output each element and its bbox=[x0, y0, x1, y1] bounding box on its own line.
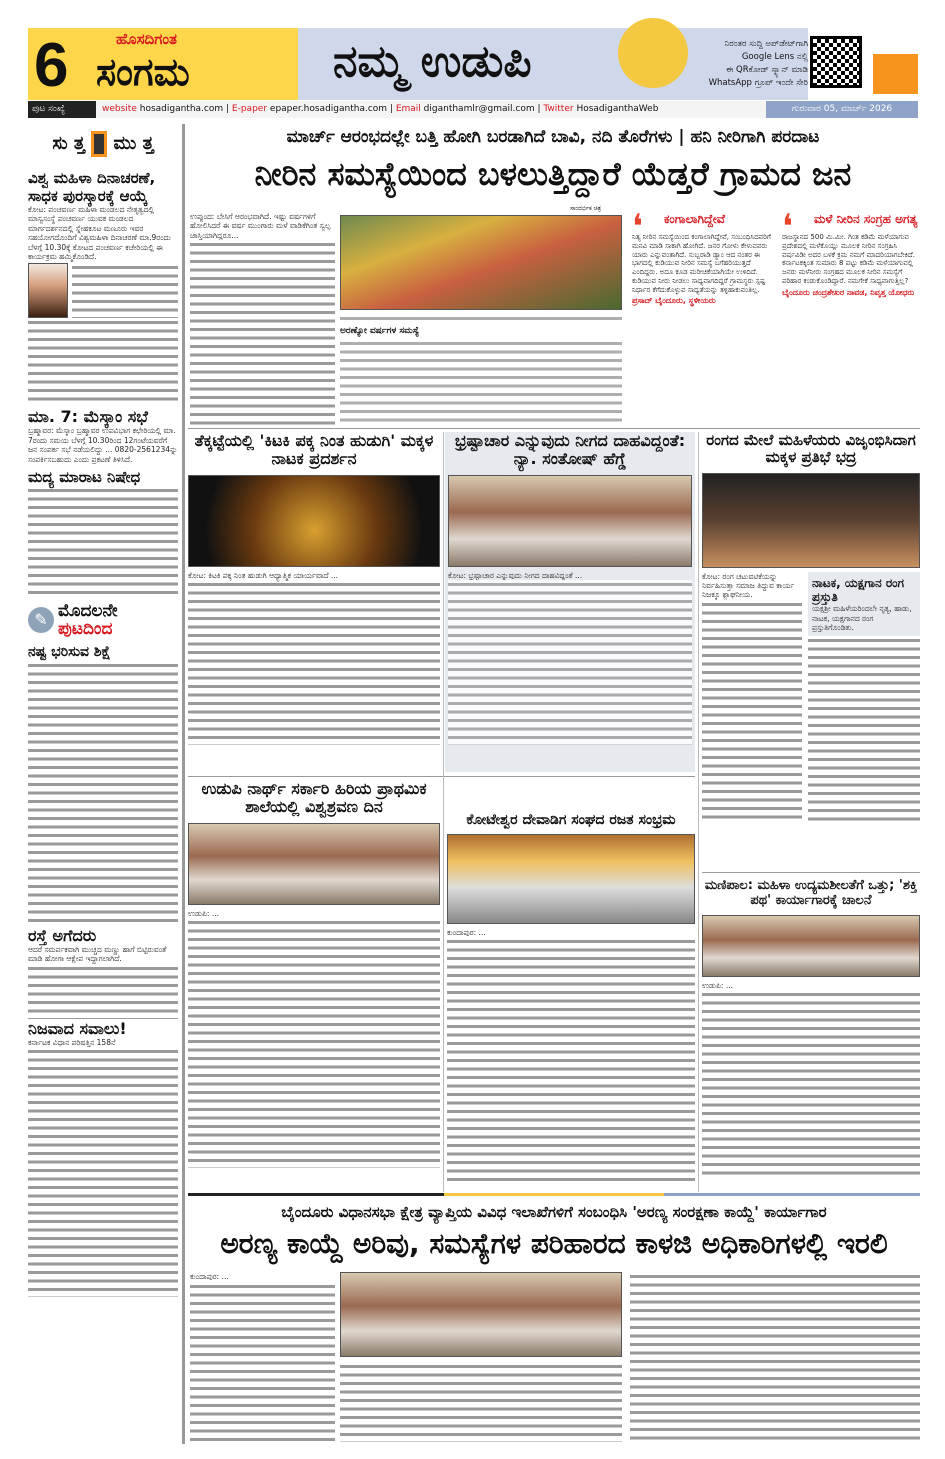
masthead bbox=[28, 28, 918, 100]
story-lead: ಕುಂದಾಪುರ: ... bbox=[190, 1272, 229, 1281]
story-lead: ಕೋಟ: ಭ್ರಷ್ಟಾಚಾರ ಎನ್ನುವುದು ನೀಗದ ದಾಹವಿದ್ದಂತೆ ... bbox=[448, 570, 583, 580]
portrait-photo bbox=[28, 263, 68, 318]
story-title: ರಸ್ತೆ ಅಗೆದರು bbox=[28, 925, 97, 945]
story-photo bbox=[188, 475, 440, 567]
email-link[interactable]: diganthamlr@gmail.com bbox=[423, 104, 535, 114]
story-photo bbox=[448, 475, 692, 567]
story-lead: ಕೋಟ: ಪಂಚವರ್ಣ ಮಹಿಳಾ ಮಂಡಲದ ನೇತೃತ್ವದಲ್ಲಿ ಮಾಸ್ವಸಂಸ್ಥೆ ಪಂಚವರ್ಣ ಯುವಕ ಮಂಡಲದ ಮಾರ್ಗದರ್ಶನದಲ್ಲಿ ಸ್ನೇಹಕೂಟ ಮಣೂರು ಇವರ ಸಹಯೋಗದೊಂದಿಗೆ ವಿಶ್ವಮಹಿಳಾ ದಿನಾಚರಣೆ ಮಾ.9ರಂದು ಬೆಳಗ್ಗೆ 10.30ಕ್ಕೆ ಕೋಟದ ಪಂಚವರ್ಣ ಕಚೇರಿಯಲ್ಲಿ ಈ ಕಾರ್ಯಕ್ರಮ ಹಮ್ಮಿಕೊಂಡಿದೆ. bbox=[28, 205, 171, 261]
story-udupi-school bbox=[188, 780, 440, 1190]
body-text bbox=[28, 1047, 178, 1297]
lead-text: ಉಪ್ಪುಂದ: ಬೇಸಿಗೆ ಆರಂಭವಾಗಿದೆ. ಇಷ್ಟು ವರ್ಷಗಳಿಗೆ ಹೋಲಿಸಿದರೆ ಈ ವರ್ಷ ಮುಂಗಾರು ಮಳೆ ವಾಡಿಕೆಗಿಂತ ಸ್ವಲ್ಪ ಜಾಸ್ತಿಯಾಗಿದ್ದರೂ... bbox=[190, 212, 331, 240]
story-lead: ಆದರೆ ಸಮರ್ಪಕವಾಗಿ ಮುಚ್ಚದ ಮಣ್ಣು ಹಾಗೆ ಬಿಟ್ಟಿರುವಂತೆ ಮಾಡಿ ಹೋಗಾ ಆಕ್ಷೇಪ ಇದ್ದಾಗಲಾಗಿದೆ. bbox=[28, 944, 167, 964]
body-text bbox=[340, 339, 622, 424]
story-lead: ಕರ್ನಾಟಕ ವಿಧಾನ ಪರಿಷತ್ತಿನ 158ನೆ bbox=[28, 1037, 116, 1047]
link-label: E-paper bbox=[231, 104, 268, 114]
body-text bbox=[702, 600, 802, 820]
body-text bbox=[808, 636, 920, 826]
box-text: ಯಕ್ಷಶ್ರೀ ಮಹಿಳೆಯರಿಂದಲೇ ನೃತ್ಯ, ಹಾಡು, ನಾಟಕ, ಯಕ್ಷಗಾನದ ರಂಗ ಪ್ರಸ್ತುತಿಗೊಂಡಿತು. bbox=[812, 604, 912, 633]
page-number: 6 bbox=[34, 31, 69, 100]
story-title: ವಿಶ್ವ ಮಹಿಳಾ ದಿನಾಚರಣೆ, ಸಾಧಕ ಪುರಸ್ಕಾರಕ್ಕೆ ಆಯ್ಕೆ bbox=[28, 169, 156, 205]
quote-title: ಕಂಗಾಲಾಗಿದ್ದೇವೆ bbox=[664, 212, 725, 226]
body-text bbox=[28, 661, 178, 926]
story-photo bbox=[447, 834, 695, 924]
story-title: ನಿಜವಾದ ಸವಾಲು! bbox=[28, 1018, 127, 1038]
story-hegde bbox=[445, 432, 695, 772]
photo-caption: ಸಾಂದರ್ಭಿಕ ಚಿತ್ರ bbox=[570, 205, 602, 212]
window-icon bbox=[91, 131, 107, 157]
pencil-icon: ✎ bbox=[28, 607, 54, 633]
story-lead: ಕೋಟ: ರಂಗ ಚಟುವಟಿಕೆಯನ್ನು ನಿರ್ವಹಿಸುತ್ತಾ ಸಮಾಜ ತಿದ್ದುವ ಕಾರ್ಯ ನಿಜಕ್ಕೂ ಶ್ಲಾಘನೀಯ. bbox=[702, 571, 795, 600]
subhead: ಅರಣ್ಯೋ ವರ್ಷಗಳ ಸಮಸ್ಯೆ bbox=[340, 325, 480, 337]
story-lead: ಉಡುಪಿ: ... bbox=[702, 980, 733, 990]
body-text bbox=[448, 580, 692, 745]
info-bar bbox=[28, 101, 918, 118]
website-link[interactable]: hosadigantha.com bbox=[139, 104, 224, 114]
quote-title: ಮಳೆ ನೀರಿನ ಸಂಗ್ರಹ ಅಗತ್ಯ bbox=[814, 212, 918, 226]
body-text bbox=[190, 1282, 335, 1442]
body-text bbox=[702, 990, 920, 1180]
body-text bbox=[28, 964, 178, 1019]
qr-caption bbox=[658, 38, 808, 90]
story-ranga bbox=[702, 432, 920, 867]
qr-line: WhatsApp ಗ್ರೂಪ್ ಇಂದೇ ಸೇರಿ bbox=[708, 78, 808, 88]
quote-text: ರಾಜಸ್ಥಾನದ 500 ಮಿ.ಮೀ. ಗಿಂತ ಕಡಿಮೆ ಮಳೆಯಾಗುವ ಪ್ರದೇಶದಲ್ಲಿ ಮಳೆಕೊಯ್ಲು ಮೂಲಕ ನೀರಿನ ಸಂಗ್ರಹಿಸಿ ವರ್ಷವಿಡೀ ಅದರ ಬಳಕೆ ಕ್ರಮ ನಮಗೆ ಮಾದರಿಯಾಗಬೇಕಿದೆ. ಕರ್ನಾಟಕಕ್ಕಿಂತ ಸುಮಾರು 8 ಪಟ್ಟು ಕಡಿಮೆ ಮಳೆಯಾಗುವಲ್ಲಿ ಜನರು ಮಳೆನೀರು ಸಂಗ್ರಹದ ಮೂಲಕ ನೀರಿನ ಸಮಸ್ಯೆಗೆ ಪರಿಹಾರ ಕಂಡುಕೊಂಡಿದ್ದಾರೆ. ನಮಗೇಕೆ ಸಾಧ್ಯವಾಗುತ್ತಿಲ್ಲ? bbox=[782, 233, 915, 285]
body-text bbox=[630, 1272, 920, 1442]
lead-photo bbox=[340, 215, 622, 310]
quote-box bbox=[632, 207, 774, 306]
story-title: ಮಾ. 7: ಮೆಸ್ಕಾಂ ಸಭೆ bbox=[28, 407, 148, 427]
body-text bbox=[188, 580, 440, 745]
quote-icon: ❛ bbox=[782, 207, 793, 247]
story-photo bbox=[702, 473, 920, 568]
qr-line: Google Lens ನಲ್ಲಿ bbox=[741, 52, 808, 62]
section-title-part: ಸು ತ್ತ bbox=[52, 133, 85, 154]
bottom-kicker: ಬೈಂದೂರು ವಿಧಾನಸಭಾ ಕ್ಷೇತ್ರ ವ್ಯಾಪ್ತಿಯ ವಿವಿಧ ಇಲಾಖೆಗಳಿಗೆ ಸಂಬಂಧಿಸಿ 'ಅರಣ್ಯ ಸಂರಕ್ಷಣಾ ಕಾಯ್ದೆ' ಕಾರ್ಯಾಗಾರ bbox=[281, 1203, 827, 1221]
twitter-link[interactable]: HosadiganthaWeb bbox=[576, 104, 659, 114]
quote-author: ಬೈಂದೂರು ಚಂದ್ರಶೇಖರ ನಾವಡ, ನಿವೃತ್ತ ಯೋಧರು bbox=[782, 287, 915, 297]
story-headline: ತೆಕ್ಕಟ್ಟೆಯಲ್ಲಿ 'ಕಿಟಕಿ ಪಕ್ಕ ನಿಂತ ಹುಡುಗಿ' ಮಕ್ಕಳ ನಾಟಕ ಪ್ರದರ್ಶನ bbox=[194, 431, 434, 469]
date: ಗುರುವಾರ 05, ಮಾರ್ಚ್ 2026 bbox=[766, 101, 918, 118]
story-manipal bbox=[702, 872, 920, 1190]
edition-title: ನಮ್ಮ ಉಡುಪಿ bbox=[333, 36, 532, 87]
section-title bbox=[28, 124, 178, 164]
lead-kicker: ಮಾರ್ಚ್ ಆರಂಭದಲ್ಲೇ ಬತ್ತಿ ಹೋಗಿ ಬರಡಾಗಿದೆ ಬಾವಿ, ನದಿ ತೊರೆಗಳು | ಹನಿ ನೀರಿಗಾಗಿ ಪರದಾಟ bbox=[286, 127, 820, 147]
story-headline: ಮಣಿಪಾಲ: ಮಹಿಳಾ ಉದ್ಯಮಶೀಲತೆಗೆ ಒತ್ತು; 'ಶಕ್ತಿ ಪಥ' ಕಾರ್ಯಾಗಾರಕ್ಕೆ ಚಾಲನೆ bbox=[704, 878, 918, 908]
quote-icon: ❛ bbox=[632, 207, 643, 247]
links: website hosadigantha.com | E-paper epaper.hosadigantha.com | Email diganthamlr@gmail.com | Twitter HosadiganthaWeb bbox=[102, 104, 659, 114]
link-label: Twitter bbox=[543, 104, 574, 114]
qr-line: ನಿರಂತರ ಸುದ್ದಿ ಅಪ್‌ಡೇಟ್‌ಗಾಗಿ bbox=[724, 39, 808, 49]
story-headline: ರಂಗದ ಮೇಲೆ ಮಹಿಳೆಯರು ವಿಜೃಂಭಿಸಿದಾಗ ಮಕ್ಕಳ ಪ್ರತಿಭೆ ಭದ್ರ bbox=[706, 431, 916, 467]
story-headline: ಕೋಟೇಶ್ವರ ದೇವಾಡಿಗ ಸಂಘದ ರಜತ ಸಂಭ್ರಮ bbox=[466, 812, 676, 828]
story-photo bbox=[702, 915, 920, 977]
brand-logo: ಹೊಸದಿಗಂತ bbox=[116, 30, 177, 48]
story-photo bbox=[188, 823, 440, 905]
body-text bbox=[190, 240, 335, 425]
continued-label: ಮೊದಲನೇ bbox=[58, 600, 118, 621]
left-column bbox=[28, 124, 178, 1444]
story-lead: ಕುಂದಾಪುರ: ... bbox=[447, 928, 486, 938]
section-name: ಸಂಗಮ bbox=[96, 50, 190, 94]
body-text bbox=[340, 314, 622, 323]
story-lead: ಕೋಟ: ಕಿಟಕಿ ಪಕ್ಕ ನಿಂತ ಹುಡುಗಿ ಆಧ್ಯಾತ್ಮಿಕ ಯಾರ್ಯವಾದೆ ... bbox=[188, 570, 339, 580]
story-headline: ಉಡುಪಿ ನಾರ್ಥ್ ಸರ್ಕಾರಿ ಹಿರಿಯ ಪ್ರಾಥಮಿಕ ಶಾಲೆಯಲ್ಲಿ ವಿಶ್ವಶ್ರವಣ ದಿನ bbox=[201, 779, 427, 817]
body-text bbox=[72, 263, 178, 318]
story-title: ನಷ್ಟ ಭರಿಸುವ ಶಿಕ್ಷೆ bbox=[28, 643, 111, 660]
quote-author: ಪ್ರಸಾದ್ ಬೈಂದೂರು, ಸ್ಥಳೀಯರು bbox=[632, 296, 716, 306]
box-title: ನಾಟಕ, ಯಕ್ಷಗಾನ ರಂಗ ಪ್ರಸ್ತುತಿ bbox=[812, 575, 904, 604]
epaper-link[interactable]: epaper.hosadigantha.com bbox=[269, 104, 388, 114]
accent-block bbox=[873, 54, 918, 94]
story-natak bbox=[188, 432, 440, 772]
bottom-headline: ಅರಣ್ಯ ಕಾಯ್ದೆ ಅರಿವು, ಸಮಸ್ಯೆಗಳ ಪರಿಹಾರದ ಕಾಳಜಿ ಅಧಿಕಾರಿಗಳಲ್ಲಿ ಇರಲಿ bbox=[220, 1227, 888, 1260]
link-label: website bbox=[102, 104, 137, 114]
quote-box bbox=[782, 207, 920, 298]
story-headline: ಭ್ರಷ್ಟಾಚಾರ ಎನ್ನುವುದು ನೀಗದ ದಾಹವಿದ್ದಂತೆ: ನ್ಯಾ. ಸಂತೋಷ್ ಹೆಗ್ಡೆ bbox=[454, 431, 686, 469]
body-text bbox=[188, 918, 440, 1168]
link-label: Email bbox=[395, 104, 421, 114]
body-text bbox=[28, 486, 178, 596]
page-label: ಪುಟ ಸಂಖ್ಯೆ bbox=[28, 101, 96, 118]
section-title-part: ಮು ತ್ತ bbox=[113, 133, 154, 154]
qr-code[interactable] bbox=[810, 36, 862, 88]
story-lead: ಬ್ರಹ್ಮಾವರ: ಮೆಸ್ಕಾಂ ಬ್ರಹ್ಮಾವರ ಉಪವಿಭಾಗ ಕಛೇರಿಯಲ್ಲಿ ಮಾ. 7ರಂದು ಸಮಯ ಬೆಳಗ್ಗೆ 10.30ರಿಂದ 12ಗಂಟೆಯವರೆಗೆ ಜನ ಸಂಪರ್ಕ ಸಭೆ ನಡೆಯಲಿದ್ದು ... 0820-2561234ನ್ನು ಸಂಪರ್ಕಿಸಬಹುದು ಎಂದು ಪ್ರಕಟಣೆ ತಿಳಿಸಿದೆ. bbox=[28, 426, 178, 464]
divider-bar bbox=[188, 1193, 920, 1196]
story-koteshwara bbox=[447, 812, 695, 1192]
qr-line: ಈ QRಕೋಡ್ ಸ್ಕ್ಯಾನ್ ಮಾಡಿ bbox=[725, 65, 808, 75]
body-text bbox=[340, 1362, 622, 1442]
continued-banner bbox=[28, 602, 178, 638]
story-title: ಮದ್ಯ ಮಾರಾಟ ನಿಷೇಧ bbox=[28, 467, 141, 486]
story-photo bbox=[340, 1272, 622, 1357]
lead-headline: ನೀರಿನ ಸಮಸ್ಯೆಯಿಂದ ಬಳಲುತ್ತಿದ್ದಾರೆ ಯೆಡ್ತರೆ ಗ್ರಾಮದ ಜನ bbox=[254, 155, 852, 193]
body-text bbox=[28, 318, 178, 403]
body-text bbox=[447, 937, 695, 1182]
continued-label: ಪುಟದಿಂದ bbox=[58, 618, 113, 639]
quote-text: ನಿತ್ಯ ನೀರಿನ ಸಮಸ್ಯೆಯಿಂದ ಕಂಗಾಲಾಗಿದ್ದೇವೆ, ಸಂಬಂಧಿಸಿದವರಿಗೆ ಮನವಿ ಮಾಡಿ ಸಾಕಾಗಿ ಹೋಗಿದೆ. ಜನರ ಗೋಳು ಕೇಳುವವರು ಯಾರು ಎನ್ನುವಂತಾಗಿದೆ. ಸುಬ್ಬರಾಡಿ ಡ್ಯಾಂ ಆದ ನಂತರ ಈ ಭಾಗದಲ್ಲಿ ಕುಡಿಯುವ ನೀರಿನ ಸಮಸ್ಯೆ ಬಗೆಹರಿಯುತ್ತದೆ ಎಂದಿದ್ದರು. ಅದೂ ಕೂಡ ಮರೀಚಿಕೆಯಾಗಿಯೇ ಉಳಿದಿದೆ. ಕುಡಿಯುವ ನೀರು ನೀಡಲು ಸಾಧ್ಯವಾಗದಿದ್ದರೆ ಗ್ರಾಮಸ್ಥರು ಸ್ಪಷ್ಟ ನಿರ್ಧಾರ ಕೆಗೆದುಕೊಳ್ಳುವ ಸಾಧ್ಯತೆಯನ್ನು ತಳ್ಳಿಹಾಕುವಂತಿಲ್ಲ. bbox=[632, 233, 771, 294]
info-box bbox=[808, 572, 920, 637]
story-lead: ಉಡುಪಿ: ... bbox=[188, 908, 219, 918]
